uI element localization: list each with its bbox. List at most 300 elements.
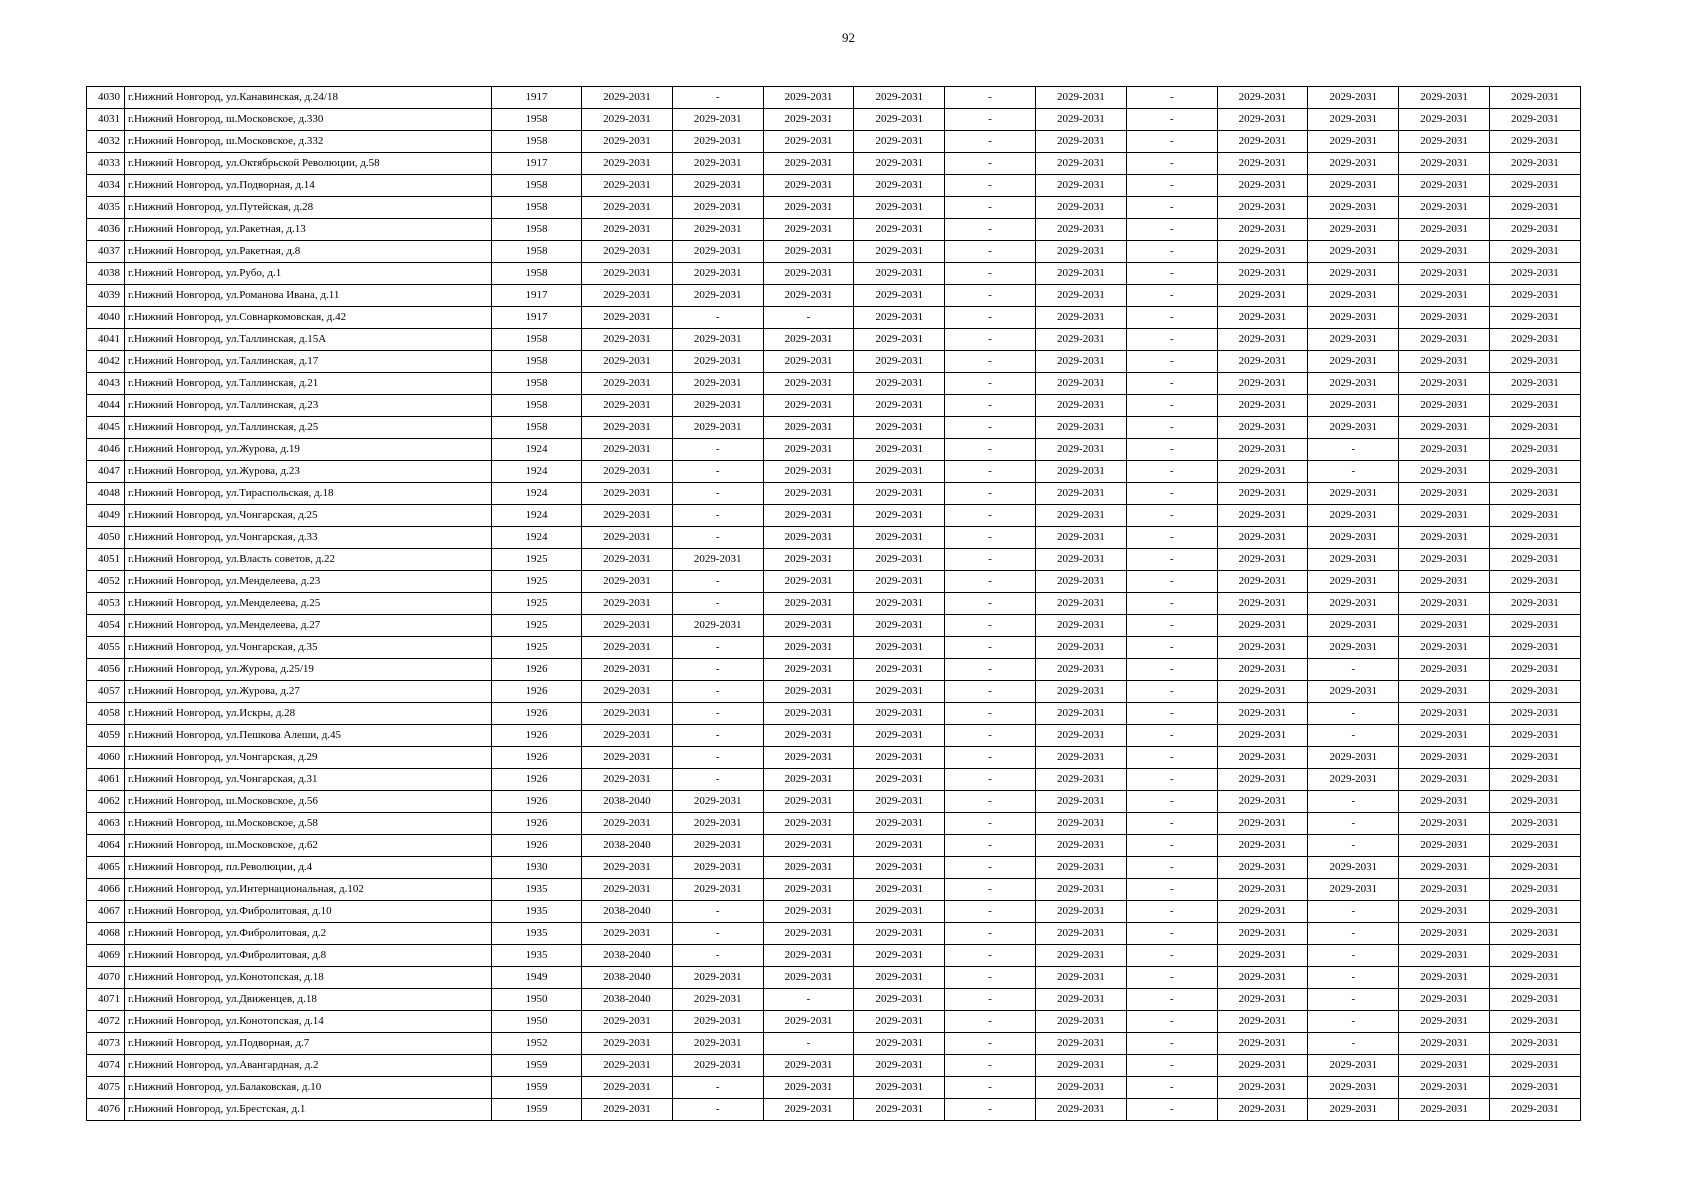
work-period-2-cell: 2029-2031: [672, 615, 763, 637]
work-period-6-cell: 2029-2031: [1035, 417, 1126, 439]
work-period-4-cell: 2029-2031: [854, 1099, 945, 1121]
work-period-6-cell: 2029-2031: [1035, 681, 1126, 703]
work-period-11-cell: 2029-2031: [1489, 439, 1580, 461]
table-row: [87, 857, 1581, 879]
work-period-8-cell: 2029-2031: [1217, 571, 1308, 593]
work-period-5-cell: -: [945, 769, 1036, 791]
address-cell: г.Нижний Новгород, ул.Журова, д.25/19: [125, 659, 492, 681]
work-period-6-cell: 2029-2031: [1035, 813, 1126, 835]
work-period-8-cell: 2029-2031: [1217, 527, 1308, 549]
work-period-7-cell: -: [1126, 967, 1217, 989]
work-period-6-cell: 2029-2031: [1035, 901, 1126, 923]
work-period-10-cell: 2029-2031: [1399, 1033, 1490, 1055]
table-row: [87, 483, 1581, 505]
work-period-6-cell: 2029-2031: [1035, 637, 1126, 659]
work-period-8-cell: 2029-2031: [1217, 659, 1308, 681]
work-period-4-cell: 2029-2031: [854, 637, 945, 659]
table-row: [87, 505, 1581, 527]
year-built-cell: 1926: [492, 791, 582, 813]
table-row: [87, 901, 1581, 923]
work-period-1-cell: 2029-2031: [582, 725, 673, 747]
work-period-10-cell: 2029-2031: [1399, 593, 1490, 615]
work-period-11-cell: 2029-2031: [1489, 703, 1580, 725]
work-period-3-cell: 2029-2031: [763, 1011, 854, 1033]
work-period-6-cell: 2029-2031: [1035, 87, 1126, 109]
work-period-5-cell: -: [945, 813, 1036, 835]
work-period-1-cell: 2029-2031: [582, 175, 673, 197]
table-row: [87, 615, 1581, 637]
work-period-4-cell: 2029-2031: [854, 439, 945, 461]
work-period-9-cell: 2029-2031: [1308, 285, 1399, 307]
work-period-3-cell: 2029-2031: [763, 857, 854, 879]
work-period-5-cell: -: [945, 1033, 1036, 1055]
work-period-10-cell: 2029-2031: [1399, 87, 1490, 109]
work-period-9-cell: 2029-2031: [1308, 329, 1399, 351]
row-number-cell: 4046: [87, 439, 125, 461]
work-period-5-cell: -: [945, 637, 1036, 659]
work-period-7-cell: -: [1126, 615, 1217, 637]
work-period-5-cell: -: [945, 175, 1036, 197]
work-period-6-cell: 2029-2031: [1035, 263, 1126, 285]
table-row: [87, 307, 1581, 329]
work-period-9-cell: 2029-2031: [1308, 637, 1399, 659]
address-cell: г.Нижний Новгород, ул.Чонгарская, д.35: [125, 637, 492, 659]
work-period-7-cell: -: [1126, 109, 1217, 131]
work-period-4-cell: 2029-2031: [854, 747, 945, 769]
address-cell: г.Нижний Новгород, ул.Менделеева, д.27: [125, 615, 492, 637]
address-cell: г.Нижний Новгород, ул.Фибролитовая, д.2: [125, 923, 492, 945]
work-period-10-cell: 2029-2031: [1399, 373, 1490, 395]
row-number-cell: 4060: [87, 747, 125, 769]
work-period-11-cell: 2029-2031: [1489, 791, 1580, 813]
table-row: [87, 593, 1581, 615]
work-period-7-cell: -: [1126, 989, 1217, 1011]
work-period-3-cell: 2029-2031: [763, 241, 854, 263]
work-period-5-cell: -: [945, 483, 1036, 505]
work-period-8-cell: 2029-2031: [1217, 813, 1308, 835]
address-cell: г.Нижний Новгород, ул.Таллинская, д.23: [125, 395, 492, 417]
work-period-1-cell: 2029-2031: [582, 637, 673, 659]
year-built-cell: 1930: [492, 857, 582, 879]
year-built-cell: 1952: [492, 1033, 582, 1055]
address-cell: г.Нижний Новгород, ул.Журова, д.27: [125, 681, 492, 703]
work-period-10-cell: 2029-2031: [1399, 109, 1490, 131]
work-period-11-cell: 2029-2031: [1489, 87, 1580, 109]
year-built-cell: 1958: [492, 197, 582, 219]
work-period-7-cell: -: [1126, 131, 1217, 153]
work-period-10-cell: 2029-2031: [1399, 285, 1490, 307]
address-cell: г.Нижний Новгород, ул.Чонгарская, д.25: [125, 505, 492, 527]
work-period-9-cell: 2029-2031: [1308, 307, 1399, 329]
work-period-2-cell: 2029-2031: [672, 263, 763, 285]
year-built-cell: 1935: [492, 923, 582, 945]
work-period-9-cell: -: [1308, 439, 1399, 461]
address-cell: г.Нижний Новгород, ул.Искры, д.28: [125, 703, 492, 725]
work-period-4-cell: 2029-2031: [854, 725, 945, 747]
work-period-11-cell: 2029-2031: [1489, 637, 1580, 659]
work-period-6-cell: 2029-2031: [1035, 1077, 1126, 1099]
address-cell: г.Нижний Новгород, ул.Подворная, д.7: [125, 1033, 492, 1055]
work-period-9-cell: -: [1308, 835, 1399, 857]
work-period-3-cell: -: [763, 989, 854, 1011]
year-built-cell: 1917: [492, 87, 582, 109]
work-period-3-cell: 2029-2031: [763, 659, 854, 681]
work-period-2-cell: -: [672, 901, 763, 923]
work-period-4-cell: 2029-2031: [854, 615, 945, 637]
work-period-7-cell: -: [1126, 681, 1217, 703]
row-number-cell: 4063: [87, 813, 125, 835]
work-period-8-cell: 2029-2031: [1217, 1011, 1308, 1033]
work-period-4-cell: 2029-2031: [854, 989, 945, 1011]
work-period-1-cell: 2029-2031: [582, 615, 673, 637]
work-period-6-cell: 2029-2031: [1035, 593, 1126, 615]
work-period-2-cell: 2029-2031: [672, 153, 763, 175]
address-cell: г.Нижний Новгород, ул.Журова, д.19: [125, 439, 492, 461]
work-period-6-cell: 2029-2031: [1035, 989, 1126, 1011]
year-built-cell: 1926: [492, 725, 582, 747]
work-period-6-cell: 2029-2031: [1035, 791, 1126, 813]
table-row: [87, 989, 1581, 1011]
work-period-1-cell: 2029-2031: [582, 549, 673, 571]
work-period-9-cell: 2029-2031: [1308, 263, 1399, 285]
work-period-7-cell: -: [1126, 175, 1217, 197]
work-period-7-cell: -: [1126, 505, 1217, 527]
work-period-8-cell: 2029-2031: [1217, 175, 1308, 197]
work-period-9-cell: 2029-2031: [1308, 747, 1399, 769]
row-number-cell: 4034: [87, 175, 125, 197]
work-period-9-cell: -: [1308, 659, 1399, 681]
address-cell: г.Нижний Новгород, ул.Таллинская, д.21: [125, 373, 492, 395]
work-period-7-cell: -: [1126, 1011, 1217, 1033]
work-period-3-cell: 2029-2031: [763, 131, 854, 153]
work-period-7-cell: -: [1126, 1099, 1217, 1121]
row-number-cell: 4030: [87, 87, 125, 109]
work-period-4-cell: 2029-2031: [854, 835, 945, 857]
work-period-10-cell: 2029-2031: [1399, 791, 1490, 813]
work-period-7-cell: -: [1126, 1055, 1217, 1077]
work-period-10-cell: 2029-2031: [1399, 1055, 1490, 1077]
work-period-5-cell: -: [945, 351, 1036, 373]
row-number-cell: 4066: [87, 879, 125, 901]
work-period-2-cell: 2029-2031: [672, 395, 763, 417]
work-period-5-cell: -: [945, 373, 1036, 395]
work-period-8-cell: 2029-2031: [1217, 351, 1308, 373]
work-period-11-cell: 2029-2031: [1489, 901, 1580, 923]
work-period-1-cell: 2029-2031: [582, 483, 673, 505]
work-period-5-cell: -: [945, 395, 1036, 417]
work-period-10-cell: 2029-2031: [1399, 945, 1490, 967]
work-period-5-cell: -: [945, 87, 1036, 109]
year-built-cell: 1958: [492, 219, 582, 241]
address-cell: г.Нижний Новгород, ул.Конотопская, д.18: [125, 967, 492, 989]
work-period-8-cell: 2029-2031: [1217, 703, 1308, 725]
address-cell: г.Нижний Новгород, ул.Чонгарская, д.31: [125, 769, 492, 791]
year-built-cell: 1925: [492, 593, 582, 615]
work-period-10-cell: 2029-2031: [1399, 219, 1490, 241]
address-cell: г.Нижний Новгород, ул.Рубо, д.1: [125, 263, 492, 285]
work-period-5-cell: -: [945, 703, 1036, 725]
work-period-2-cell: -: [672, 945, 763, 967]
work-period-11-cell: 2029-2031: [1489, 769, 1580, 791]
work-period-7-cell: -: [1126, 373, 1217, 395]
work-period-1-cell: 2029-2031: [582, 329, 673, 351]
work-period-8-cell: 2029-2031: [1217, 439, 1308, 461]
work-period-5-cell: -: [945, 439, 1036, 461]
work-period-9-cell: 2029-2031: [1308, 615, 1399, 637]
address-cell: г.Нижний Новгород, ул.Менделеева, д.23: [125, 571, 492, 593]
work-period-2-cell: 2029-2031: [672, 241, 763, 263]
work-period-9-cell: 2029-2031: [1308, 593, 1399, 615]
work-period-5-cell: -: [945, 923, 1036, 945]
work-period-11-cell: 2029-2031: [1489, 241, 1580, 263]
work-period-3-cell: 2029-2031: [763, 1055, 854, 1077]
work-period-5-cell: -: [945, 681, 1036, 703]
work-period-9-cell: -: [1308, 989, 1399, 1011]
work-period-9-cell: 2029-2031: [1308, 549, 1399, 571]
row-number-cell: 4073: [87, 1033, 125, 1055]
address-cell: г.Нижний Новгород, ул.Таллинская, д.17: [125, 351, 492, 373]
work-period-1-cell: 2029-2031: [582, 1077, 673, 1099]
work-period-6-cell: 2029-2031: [1035, 153, 1126, 175]
year-built-cell: 1926: [492, 703, 582, 725]
work-period-7-cell: -: [1126, 87, 1217, 109]
work-period-4-cell: 2029-2031: [854, 87, 945, 109]
row-number-cell: 4041: [87, 329, 125, 351]
work-period-6-cell: 2029-2031: [1035, 747, 1126, 769]
work-period-5-cell: -: [945, 549, 1036, 571]
work-period-9-cell: 2029-2031: [1308, 131, 1399, 153]
row-number-cell: 4039: [87, 285, 125, 307]
work-period-6-cell: 2029-2031: [1035, 549, 1126, 571]
work-period-1-cell: 2029-2031: [582, 373, 673, 395]
work-period-4-cell: 2029-2031: [854, 1011, 945, 1033]
year-built-cell: 1926: [492, 681, 582, 703]
year-built-cell: 1958: [492, 263, 582, 285]
work-period-4-cell: 2029-2031: [854, 219, 945, 241]
work-period-6-cell: 2029-2031: [1035, 945, 1126, 967]
work-period-3-cell: 2029-2031: [763, 813, 854, 835]
row-number-cell: 4035: [87, 197, 125, 219]
work-period-9-cell: 2029-2031: [1308, 395, 1399, 417]
work-period-6-cell: 2029-2031: [1035, 1055, 1126, 1077]
address-cell: г.Нижний Новгород, ш.Московское, д.58: [125, 813, 492, 835]
work-period-1-cell: 2029-2031: [582, 395, 673, 417]
work-period-8-cell: 2029-2031: [1217, 615, 1308, 637]
address-cell: г.Нижний Новгород, ул.Движенцев, д.18: [125, 989, 492, 1011]
work-period-2-cell: -: [672, 725, 763, 747]
table-row: [87, 769, 1581, 791]
work-period-6-cell: 2029-2031: [1035, 329, 1126, 351]
work-period-9-cell: 2029-2031: [1308, 175, 1399, 197]
work-period-5-cell: -: [945, 945, 1036, 967]
address-cell: г.Нижний Новгород, ул.Канавинская, д.24/18: [125, 87, 492, 109]
work-period-2-cell: -: [672, 307, 763, 329]
work-period-4-cell: 2029-2031: [854, 461, 945, 483]
table-row: [87, 153, 1581, 175]
work-period-4-cell: 2029-2031: [854, 263, 945, 285]
work-period-10-cell: 2029-2031: [1399, 923, 1490, 945]
work-period-11-cell: 2029-2031: [1489, 197, 1580, 219]
work-period-9-cell: 2029-2031: [1308, 373, 1399, 395]
work-period-7-cell: -: [1126, 879, 1217, 901]
work-period-1-cell: 2038-2040: [582, 791, 673, 813]
table-row: [87, 439, 1581, 461]
work-period-8-cell: 2029-2031: [1217, 1055, 1308, 1077]
row-number-cell: 4057: [87, 681, 125, 703]
work-period-11-cell: 2029-2031: [1489, 725, 1580, 747]
work-period-7-cell: -: [1126, 285, 1217, 307]
year-built-cell: 1959: [492, 1077, 582, 1099]
work-period-3-cell: 2029-2031: [763, 549, 854, 571]
work-period-3-cell: 2029-2031: [763, 615, 854, 637]
table-row: [87, 571, 1581, 593]
row-number-cell: 4047: [87, 461, 125, 483]
work-period-5-cell: -: [945, 901, 1036, 923]
work-period-2-cell: 2029-2031: [672, 219, 763, 241]
row-number-cell: 4031: [87, 109, 125, 131]
work-period-11-cell: 2029-2031: [1489, 1077, 1580, 1099]
row-number-cell: 4071: [87, 989, 125, 1011]
work-period-3-cell: 2029-2031: [763, 703, 854, 725]
work-period-6-cell: 2029-2031: [1035, 109, 1126, 131]
work-period-4-cell: 2029-2031: [854, 109, 945, 131]
work-period-10-cell: 2029-2031: [1399, 241, 1490, 263]
work-period-9-cell: 2029-2031: [1308, 483, 1399, 505]
work-period-6-cell: 2029-2031: [1035, 461, 1126, 483]
work-period-3-cell: 2029-2031: [763, 571, 854, 593]
work-period-3-cell: 2029-2031: [763, 945, 854, 967]
work-period-1-cell: 2029-2031: [582, 109, 673, 131]
work-period-8-cell: 2029-2031: [1217, 945, 1308, 967]
work-period-9-cell: 2029-2031: [1308, 109, 1399, 131]
work-period-4-cell: 2029-2031: [854, 1077, 945, 1099]
work-period-11-cell: 2029-2031: [1489, 593, 1580, 615]
work-period-2-cell: 2029-2031: [672, 1033, 763, 1055]
work-period-1-cell: 2029-2031: [582, 131, 673, 153]
table-row: [87, 549, 1581, 571]
work-period-8-cell: 2029-2031: [1217, 483, 1308, 505]
work-period-5-cell: -: [945, 263, 1036, 285]
address-cell: г.Нижний Новгород, ул.Менделеева, д.25: [125, 593, 492, 615]
year-built-cell: 1958: [492, 395, 582, 417]
year-built-cell: 1949: [492, 967, 582, 989]
year-built-cell: 1958: [492, 417, 582, 439]
work-period-11-cell: 2029-2031: [1489, 681, 1580, 703]
work-period-3-cell: 2029-2031: [763, 219, 854, 241]
year-built-cell: 1958: [492, 351, 582, 373]
table-row: [87, 725, 1581, 747]
work-period-4-cell: 2029-2031: [854, 659, 945, 681]
work-period-1-cell: 2038-2040: [582, 989, 673, 1011]
work-period-1-cell: 2029-2031: [582, 813, 673, 835]
work-period-2-cell: 2029-2031: [672, 373, 763, 395]
work-period-11-cell: 2029-2031: [1489, 109, 1580, 131]
work-period-9-cell: -: [1308, 813, 1399, 835]
row-number-cell: 4049: [87, 505, 125, 527]
work-period-6-cell: 2029-2031: [1035, 505, 1126, 527]
address-cell: г.Нижний Новгород, ш.Московское, д.62: [125, 835, 492, 857]
row-number-cell: 4056: [87, 659, 125, 681]
work-period-2-cell: -: [672, 747, 763, 769]
work-period-4-cell: 2029-2031: [854, 571, 945, 593]
work-period-4-cell: 2029-2031: [854, 813, 945, 835]
address-cell: г.Нижний Новгород, ш.Московское, д.330: [125, 109, 492, 131]
year-built-cell: 1950: [492, 1011, 582, 1033]
work-period-6-cell: 2029-2031: [1035, 923, 1126, 945]
row-number-cell: 4048: [87, 483, 125, 505]
work-period-3-cell: 2029-2031: [763, 725, 854, 747]
work-period-4-cell: 2029-2031: [854, 153, 945, 175]
work-period-4-cell: 2029-2031: [854, 197, 945, 219]
work-period-3-cell: 2029-2031: [763, 879, 854, 901]
work-period-3-cell: -: [763, 1033, 854, 1055]
work-period-8-cell: 2029-2031: [1217, 989, 1308, 1011]
work-period-7-cell: -: [1126, 791, 1217, 813]
work-period-6-cell: 2029-2031: [1035, 527, 1126, 549]
work-period-11-cell: 2029-2031: [1489, 967, 1580, 989]
year-built-cell: 1925: [492, 571, 582, 593]
work-period-1-cell: 2029-2031: [582, 505, 673, 527]
row-number-cell: 4033: [87, 153, 125, 175]
work-period-4-cell: 2029-2031: [854, 395, 945, 417]
work-period-7-cell: -: [1126, 219, 1217, 241]
work-period-2-cell: 2029-2031: [672, 835, 763, 857]
work-period-10-cell: 2029-2031: [1399, 549, 1490, 571]
work-period-2-cell: -: [672, 681, 763, 703]
work-period-9-cell: 2029-2031: [1308, 857, 1399, 879]
work-period-8-cell: 2029-2031: [1217, 769, 1308, 791]
table-row: [87, 175, 1581, 197]
work-period-10-cell: 2029-2031: [1399, 989, 1490, 1011]
work-period-11-cell: 2029-2031: [1489, 1033, 1580, 1055]
work-period-10-cell: 2029-2031: [1399, 505, 1490, 527]
work-period-8-cell: 2029-2031: [1217, 857, 1308, 879]
work-period-7-cell: -: [1126, 637, 1217, 659]
year-built-cell: 1926: [492, 835, 582, 857]
work-period-2-cell: -: [672, 1099, 763, 1121]
work-period-1-cell: 2029-2031: [582, 769, 673, 791]
work-period-1-cell: 2029-2031: [582, 197, 673, 219]
address-cell: г.Нижний Новгород, пл.Революции, д.4: [125, 857, 492, 879]
work-period-9-cell: -: [1308, 1011, 1399, 1033]
work-period-10-cell: 2029-2031: [1399, 879, 1490, 901]
work-period-10-cell: 2029-2031: [1399, 747, 1490, 769]
work-period-10-cell: 2029-2031: [1399, 659, 1490, 681]
work-period-6-cell: 2029-2031: [1035, 241, 1126, 263]
row-number-cell: 4053: [87, 593, 125, 615]
work-period-4-cell: 2029-2031: [854, 857, 945, 879]
work-period-4-cell: 2029-2031: [854, 505, 945, 527]
table-row: [87, 351, 1581, 373]
work-period-9-cell: -: [1308, 967, 1399, 989]
row-number-cell: 4065: [87, 857, 125, 879]
work-period-1-cell: 2029-2031: [582, 241, 673, 263]
work-period-5-cell: -: [945, 725, 1036, 747]
table-row: [87, 813, 1581, 835]
work-period-1-cell: 2029-2031: [582, 439, 673, 461]
work-period-5-cell: -: [945, 505, 1036, 527]
page-number: 92: [842, 30, 855, 45]
work-period-5-cell: -: [945, 615, 1036, 637]
work-period-7-cell: -: [1126, 725, 1217, 747]
work-period-8-cell: 2029-2031: [1217, 197, 1308, 219]
work-period-2-cell: 2029-2031: [672, 989, 763, 1011]
address-cell: г.Нижний Новгород, ул.Совнаркомовская, д.42: [125, 307, 492, 329]
work-period-8-cell: 2029-2031: [1217, 131, 1308, 153]
work-period-6-cell: 2029-2031: [1035, 373, 1126, 395]
work-period-1-cell: 2038-2040: [582, 835, 673, 857]
table-row: [87, 681, 1581, 703]
